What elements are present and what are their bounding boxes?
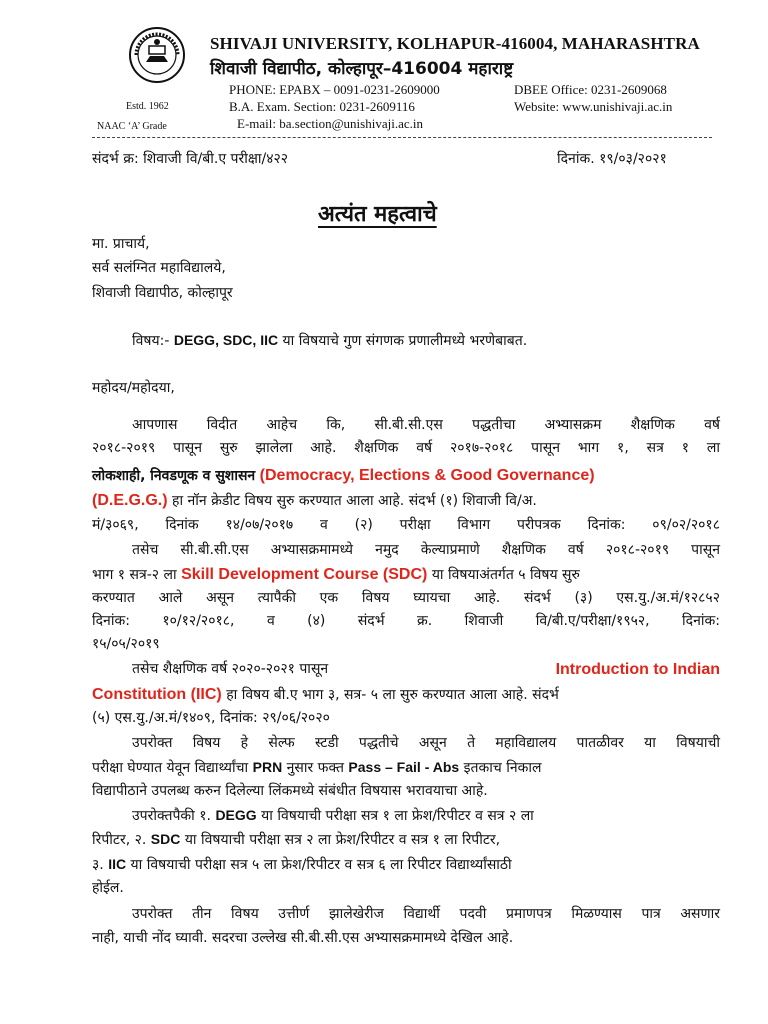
paragraph-1-line: २०१८-२०१९ पासून सुरु झालेला आहे. शैक्षणिक वर्ष २०१७-२०१८ पासून भाग १, सत्र १ ला [92, 440, 720, 456]
paragraph-2-line [92, 565, 580, 586]
paragraph-5-line [132, 806, 534, 825]
paragraph-5-text: उपरोक्तपैकी १. [132, 808, 211, 824]
pass-fail-abs-label: Pass – Fail - Abs [348, 759, 460, 775]
reference-number: संदर्भ क्र: शिवाजी वि/बी.ए परीक्षा/४२२ [92, 151, 289, 167]
subject-codes: DEGG, SDC, IIC [173, 332, 279, 348]
paragraph-2-line: १५/०५/२०१९ [92, 636, 160, 652]
paragraph-4-line: विद्यापीठाने उपलब्ध करुन दिलेल्या लिंकमध्ये संबंधीत विषयास भरावयाचा आहे. [92, 783, 488, 799]
iic-title-part-1: Introduction to Indian [555, 661, 720, 678]
degg-title-marathi: लोकशाही, निवडणूक व सुशासन [92, 468, 256, 484]
address-line: सर्व सलंग्नित महाविद्यालये, [92, 260, 226, 276]
ba-exam-section-phone: B.A. Exam. Section: 0231-2609116 [229, 99, 415, 114]
sdc-course-title: Skill Development Course (SDC) [181, 566, 428, 583]
paragraph-5-text: ३. [92, 857, 104, 873]
email-link[interactable]: E-mail: ba.section@unishivaji.ac.in [237, 116, 423, 131]
prn-label: PRN [252, 759, 283, 775]
paragraph-1-text: हा नॉन क्रेडीट विषय सुरु करण्यात आला आहे. संदर्भ (१) शिवाजी वि/अ. [172, 493, 537, 509]
paragraph-5-text: या विषयाची परीक्षा सत्र २ ला फ्रेश/रिपीटर व सत्र १ ला रिपीटर, [184, 832, 501, 848]
naac-grade: NAAC ‘A’ Grade [97, 121, 167, 132]
degg-title-english: (Democracy, Elections & Good Governance) [259, 467, 595, 484]
paragraph-5-line: होईल. [92, 880, 124, 896]
paragraph-1-line [92, 466, 595, 487]
letterhead-divider [92, 137, 712, 138]
paragraph-5-text: रिपीटर, २. [92, 832, 147, 848]
subject-prefix: विषय:- [132, 333, 170, 349]
paragraph-1-line: मं/३०६९, दिनांक १४/०७/२०१७ व (२) परीक्षा विभाग परीपत्रक दिनांक: ०९/०२/२०१८ [92, 517, 720, 533]
paragraph-4-line: उपरोक्त विषय हे सेल्फ स्टडी पद्धतीचे असून ते महाविद्यालय पातळीवर या विषयाची [132, 735, 720, 751]
subject-text: या विषयाचे गुण संगणक प्रणालीमध्ये भरणेबाबत. [282, 333, 528, 349]
subject-line [132, 331, 527, 350]
degg-code: DEGG [215, 807, 257, 823]
university-name-marathi: शिवाजी विद्यापीठ, कोल्हापूर–416004 महाराष्ट्र [210, 59, 514, 79]
paragraph-2-text: भाग १ सत्र-२ ला [92, 567, 177, 583]
paragraph-2-line: करण्यात आले असून त्यापैकी एक विषय घ्यायचा आहे. संदर्भ (३) एस.यु./अ.मं/१२८५२ [92, 590, 720, 606]
iic-code: IIC [108, 856, 127, 872]
sdc-code: SDC [150, 831, 181, 847]
paragraph-3-line: (५) एस.यु./अ.मं/१४०९, दिनांक: २९/०६/२०२० [92, 710, 330, 726]
paragraph-1-line [92, 491, 537, 512]
paragraph-6-line: उपरोक्त तीन विषय उत्तीर्ण झालेखेरीज विद्यार्थी पदवी प्रमाणपत्र मिळण्यास पात्र असणार [132, 906, 720, 922]
paragraph-3-line [132, 660, 720, 678]
address-line: मा. प्राचार्य, [92, 236, 150, 252]
address-line: शिवाजी विद्यापीठ, कोल्हापूर [92, 285, 233, 301]
paragraph-2-text: या विषयाअंतर्गत ५ विषय सुरु [431, 567, 580, 583]
website-link[interactable]: Website: www.unishivaji.ac.in [514, 99, 673, 114]
salutation: महोदय/महोदया, [92, 380, 175, 396]
paragraph-4-text: परीक्षा घेण्यात येवून विद्यार्थ्यांचा [92, 760, 249, 776]
phone-epabx: PHONE: EPABX – 0091-0231-2609000 [229, 82, 440, 97]
paragraph-3-line [92, 685, 559, 706]
paragraph-2-line: दिनांक: १०/१२/२०१८, व (४) संदर्भ क्र. शिवाजी वि/बी.ए/परीक्षा/१९५२, दिनांक: [92, 613, 720, 629]
paragraph-2-line: तसेच सी.बी.सी.एस अभ्यासक्रमामध्ये नमुद केल्याप्रमाणे शैक्षणिक वर्ष २०१८-२०१९ पासून [132, 542, 720, 558]
iic-title-part-2: Constitution (IIC) [92, 686, 222, 703]
heading-very-important: अत्यंत महत्वाचे [318, 202, 437, 227]
paragraph-6-line: नाही, याची नोंद घ्यावी. सदरचा उल्लेख सी.बी.सी.एस अभ्यासक्रमामध्ये देखिल आहे. [92, 930, 514, 946]
dbee-office-phone: DBEE Office: 0231-2609068 [514, 82, 667, 97]
established-year: Estd. 1962 [126, 101, 169, 112]
paragraph-5-line [92, 830, 500, 849]
paragraph-4-line [92, 758, 541, 777]
university-name-english: SHIVAJI UNIVERSITY, KOLHAPUR-416004, MAHARASHTRA [210, 34, 700, 53]
paragraph-3-text: तसेच शैक्षणिक वर्ष २०२०-२०२१ पासून [132, 661, 329, 677]
paragraph-5-line [92, 855, 512, 874]
paragraph-4-text: इतकाच निकाल [463, 760, 542, 776]
paragraph-1-line: आपणास विदीत आहेच कि, सी.बी.सी.एस पद्धतीचा अभ्यासक्रम शैक्षणिक वर्ष [132, 417, 720, 433]
paragraph-5-text: या विषयाची परीक्षा सत्र १ ला फ्रेश/रिपीटर व सत्र २ ला [261, 808, 534, 824]
letter-date: दिनांक. १९/०३/२०२१ [557, 151, 667, 167]
paragraph-3-text: हा विषय बी.ए भाग ३, सत्र- ५ ला सुरु करण्यात आला आहे. संदर्भ [226, 687, 559, 703]
degg-abbreviation: (D.E.G.G.) [92, 492, 168, 509]
university-seal-logo [128, 26, 186, 84]
paragraph-5-text: या विषयाची परीक्षा सत्र ५ ला फ्रेश/रिपीटर व सत्र ६ ला रिपीटर विद्यार्थ्यांसाठी [130, 857, 512, 873]
paragraph-4-text: नुसार फक्त [286, 760, 344, 776]
